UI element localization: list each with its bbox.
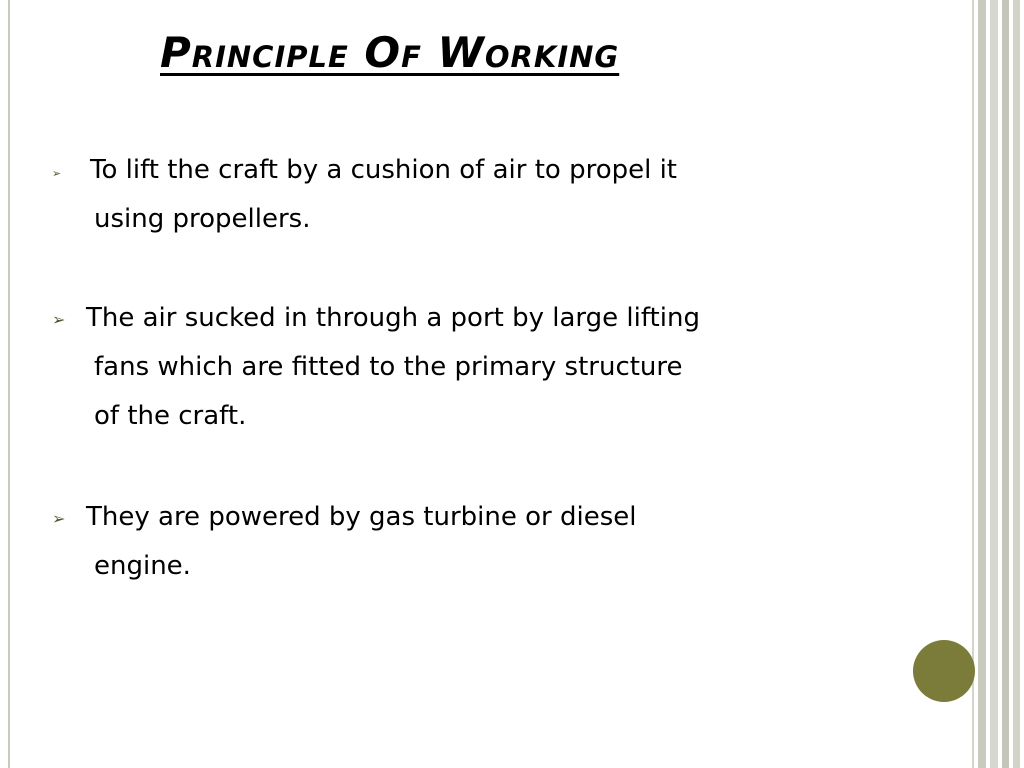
bullet-text-line: The air sucked in through a port by large lifting — [86, 303, 700, 333]
arrowhead-bullet-icon: ➢ — [52, 167, 62, 180]
bullet-text-line: using propellers. — [94, 204, 311, 234]
slide-title: Principle Of Working — [160, 28, 620, 77]
bullet-text-line: of the craft. — [94, 401, 247, 431]
left-border-line — [8, 0, 10, 768]
bullet-text-line: fans which are fitted to the primary structure — [94, 352, 683, 382]
bullet-text-line: To lift the craft by a cushion of air to propel it — [90, 155, 678, 185]
right-stripe — [990, 0, 998, 768]
arrowhead-bullet-icon: ➢ — [52, 310, 66, 329]
right-stripe — [1013, 0, 1020, 768]
olive-circle-icon — [913, 640, 975, 702]
right-stripe — [1002, 0, 1009, 768]
bullet-item — [52, 146, 872, 244]
bullet-item — [52, 294, 872, 441]
arrowhead-bullet-icon: ➢ — [52, 509, 66, 528]
right-stripe — [972, 0, 974, 768]
bullet-item — [52, 493, 872, 591]
bullet-text-line: They are powered by gas turbine or diesel — [86, 502, 637, 532]
right-stripe — [978, 0, 986, 768]
bullet-text-line: engine. — [94, 551, 191, 581]
